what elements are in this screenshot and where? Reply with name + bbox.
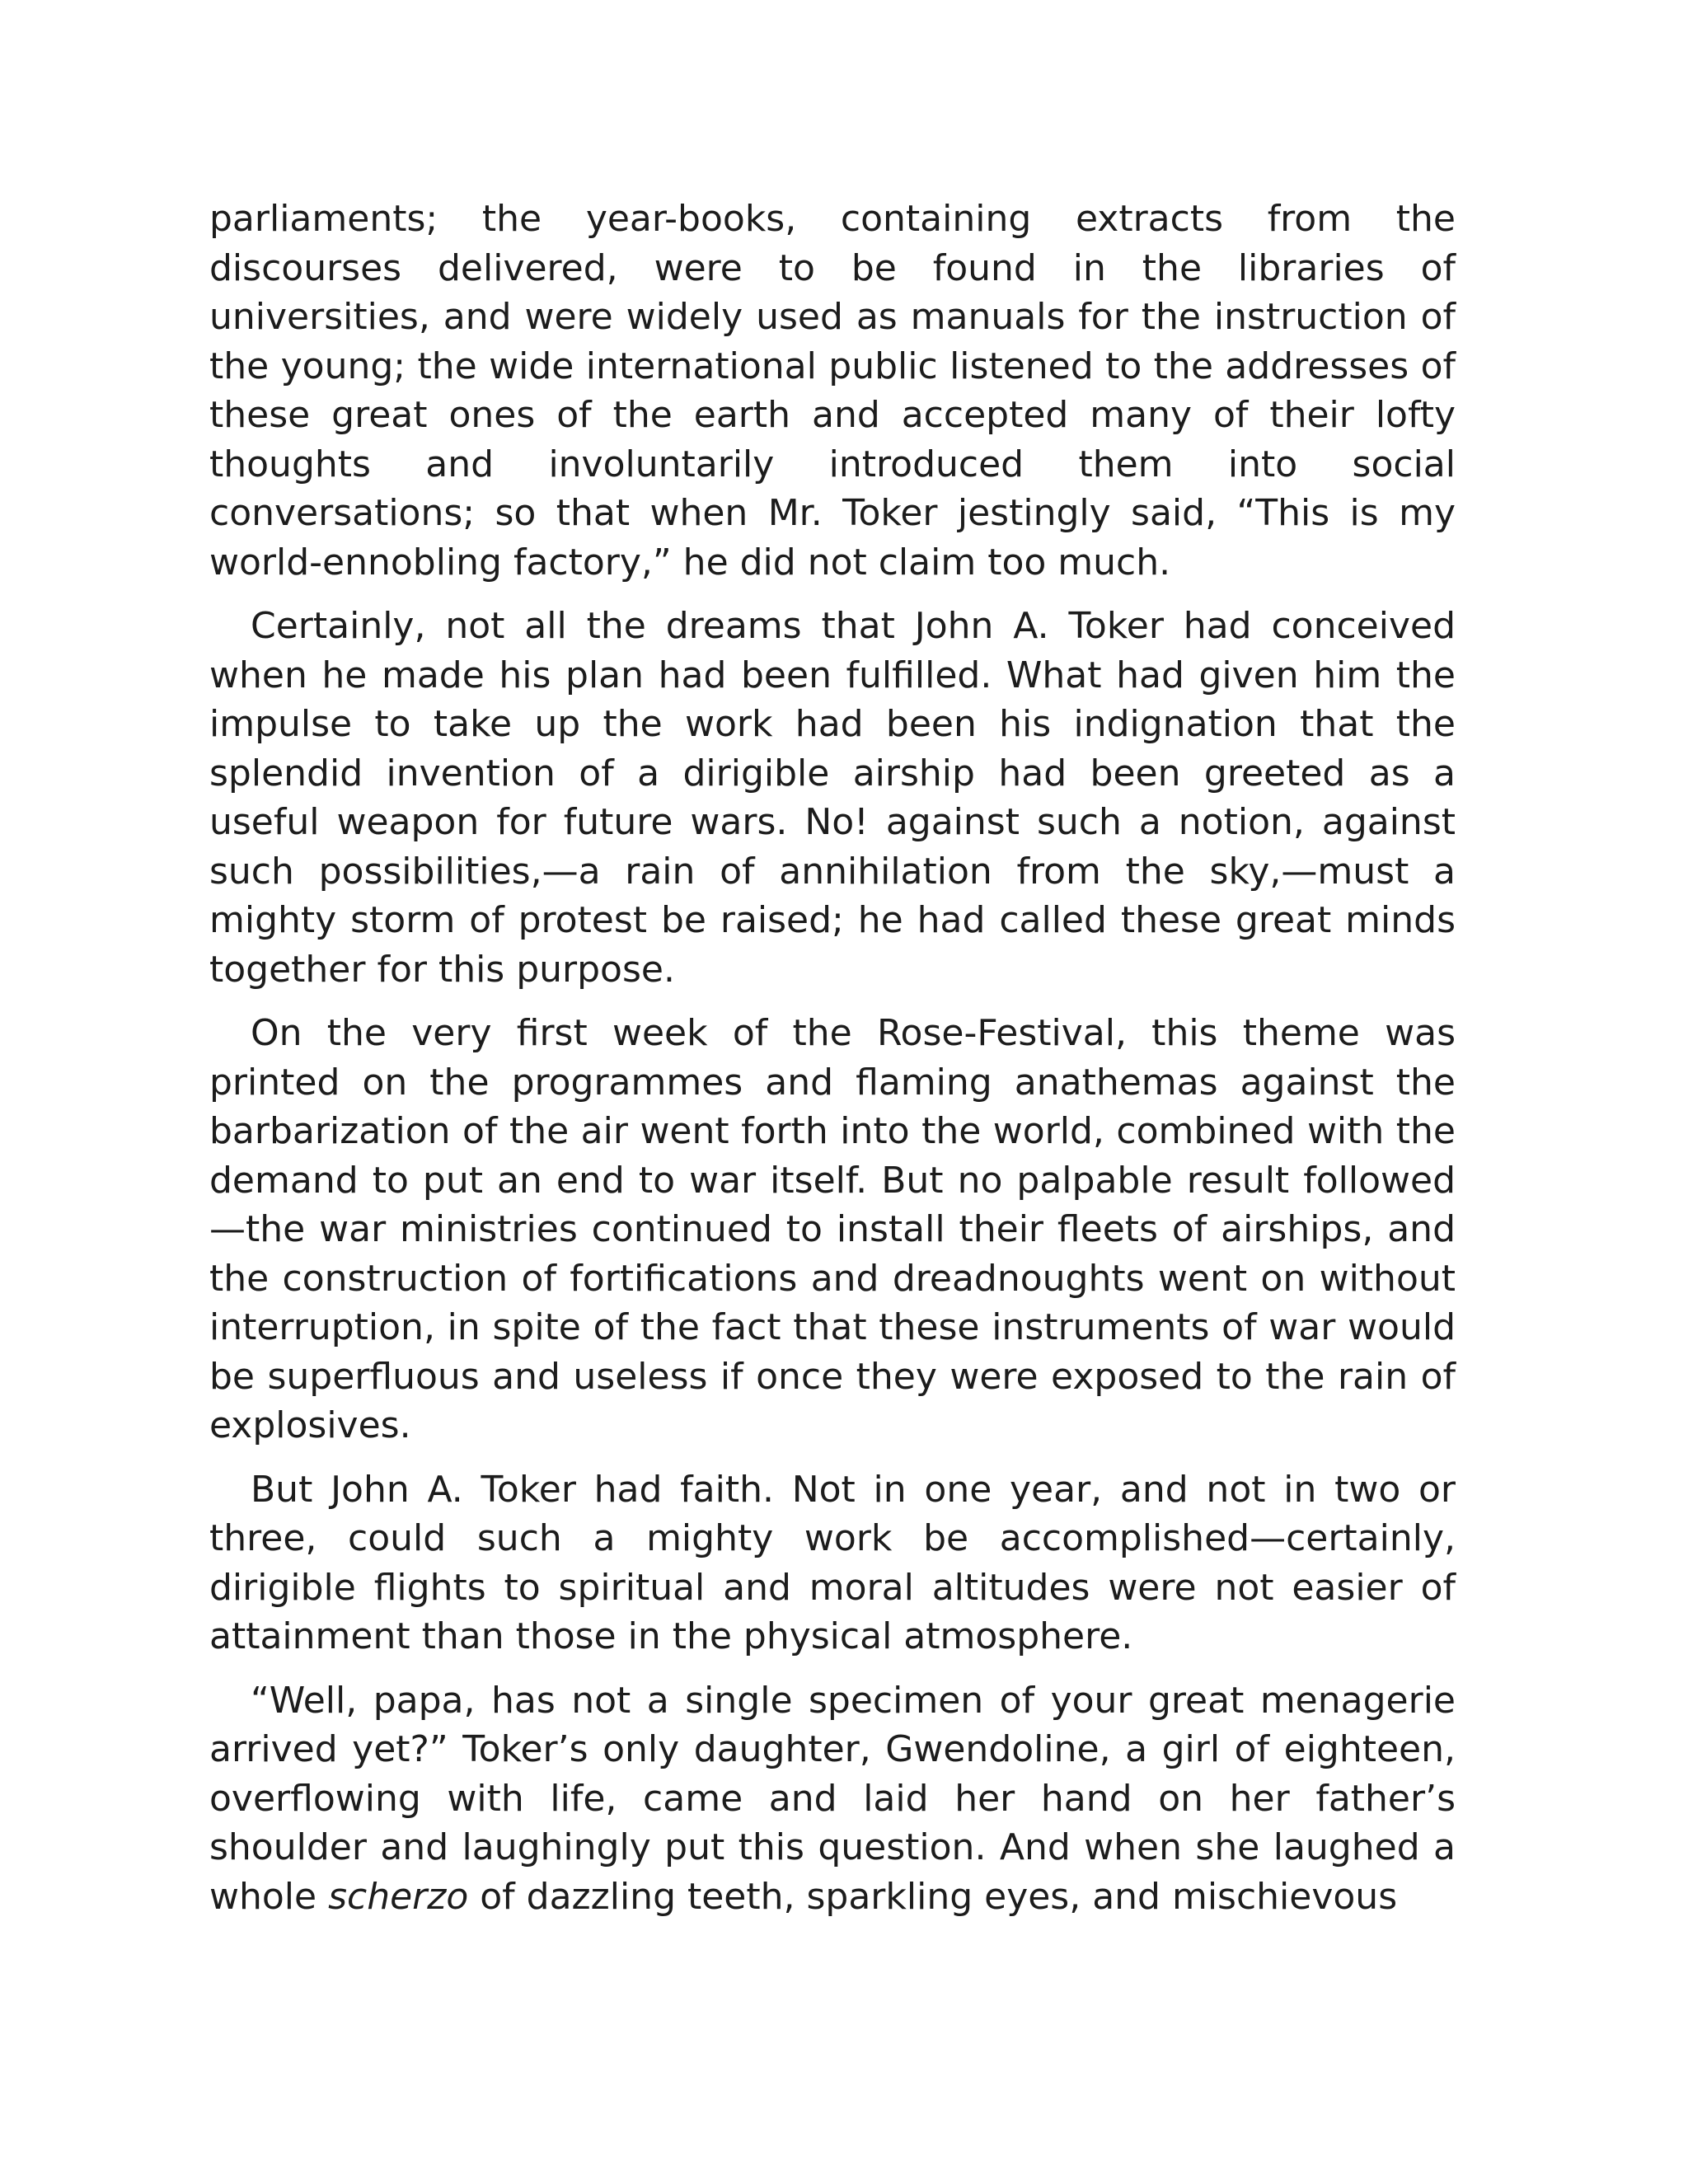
paragraph-4	[209, 1465, 1456, 1661]
paragraph-4-text: But John A. Toker had faith. Not in one year, and not in two or three, could such a mighty work be accomplished—certainly, dirigible flights to spiritual and moral altitudes were not easier of attainment than those in the physical atmosphere.	[209, 1468, 1456, 1657]
paragraph-3-text: On the very first week of the Rose-Festival, this theme was printed on the programmes and flaming anathemas against the barbarization of the air went forth into the world, combined with the demand to put an end to war itself. But no palpable result followed—the war ministries continued to install their fleets of airships, and the construction of fortifications and dreadnoughts went on without interruption, in spite of the fact that these instruments of war would be superfluous and useless if once they were exposed to the rain of explosives.	[209, 1012, 1456, 1446]
paragraph-5-text-end: of dazzling teeth, sparkling eyes, and mischievous	[468, 1875, 1398, 1918]
paragraph-2-text: Certainly, not all the dreams that John A. Toker had conceived when he made his plan had been fulfilled. What had given him the impulse to take up the work had been his indignation that the splendid invention of a dirigible airship had been greeted as a useful weapon for future wars. No! against such a notion, against such possibilities,—a rain of annihilation from the sky,—must a mighty storm of protest be raised; he had called these great minds together for this purpose.	[209, 605, 1456, 991]
paragraph-2	[209, 602, 1456, 994]
paragraph-1-text: parliaments; the year-books, containing extracts from the discourses delivered, were to be found in the libraries of universities, and were widely used as manuals for the instruction of the young; the wide international public listened to the addresses of these great ones of the earth and accepted many of their lofty thoughts and involuntarily introduced them into social conversations; so that when Mr. Toker jestingly said, “This is my world-ennobling factory,” he did not claim too much.	[209, 198, 1456, 583]
paragraph-5-italic-word: scherzo	[328, 1875, 469, 1918]
paragraph-1	[209, 194, 1456, 587]
paragraph-3	[209, 1009, 1456, 1451]
document-page	[209, 194, 1456, 1936]
paragraph-5	[209, 1676, 1456, 1922]
paragraph-5-text-start: “Well, papa, has not a single specimen of your great menagerie arrived yet?” Toker’s only daughter, Gwendoline, a girl of eighteen, overflowing with life, came and laid her hand on her father’s shoulder and laughingly put this question. And when she laughed a whole	[209, 1679, 1456, 1918]
